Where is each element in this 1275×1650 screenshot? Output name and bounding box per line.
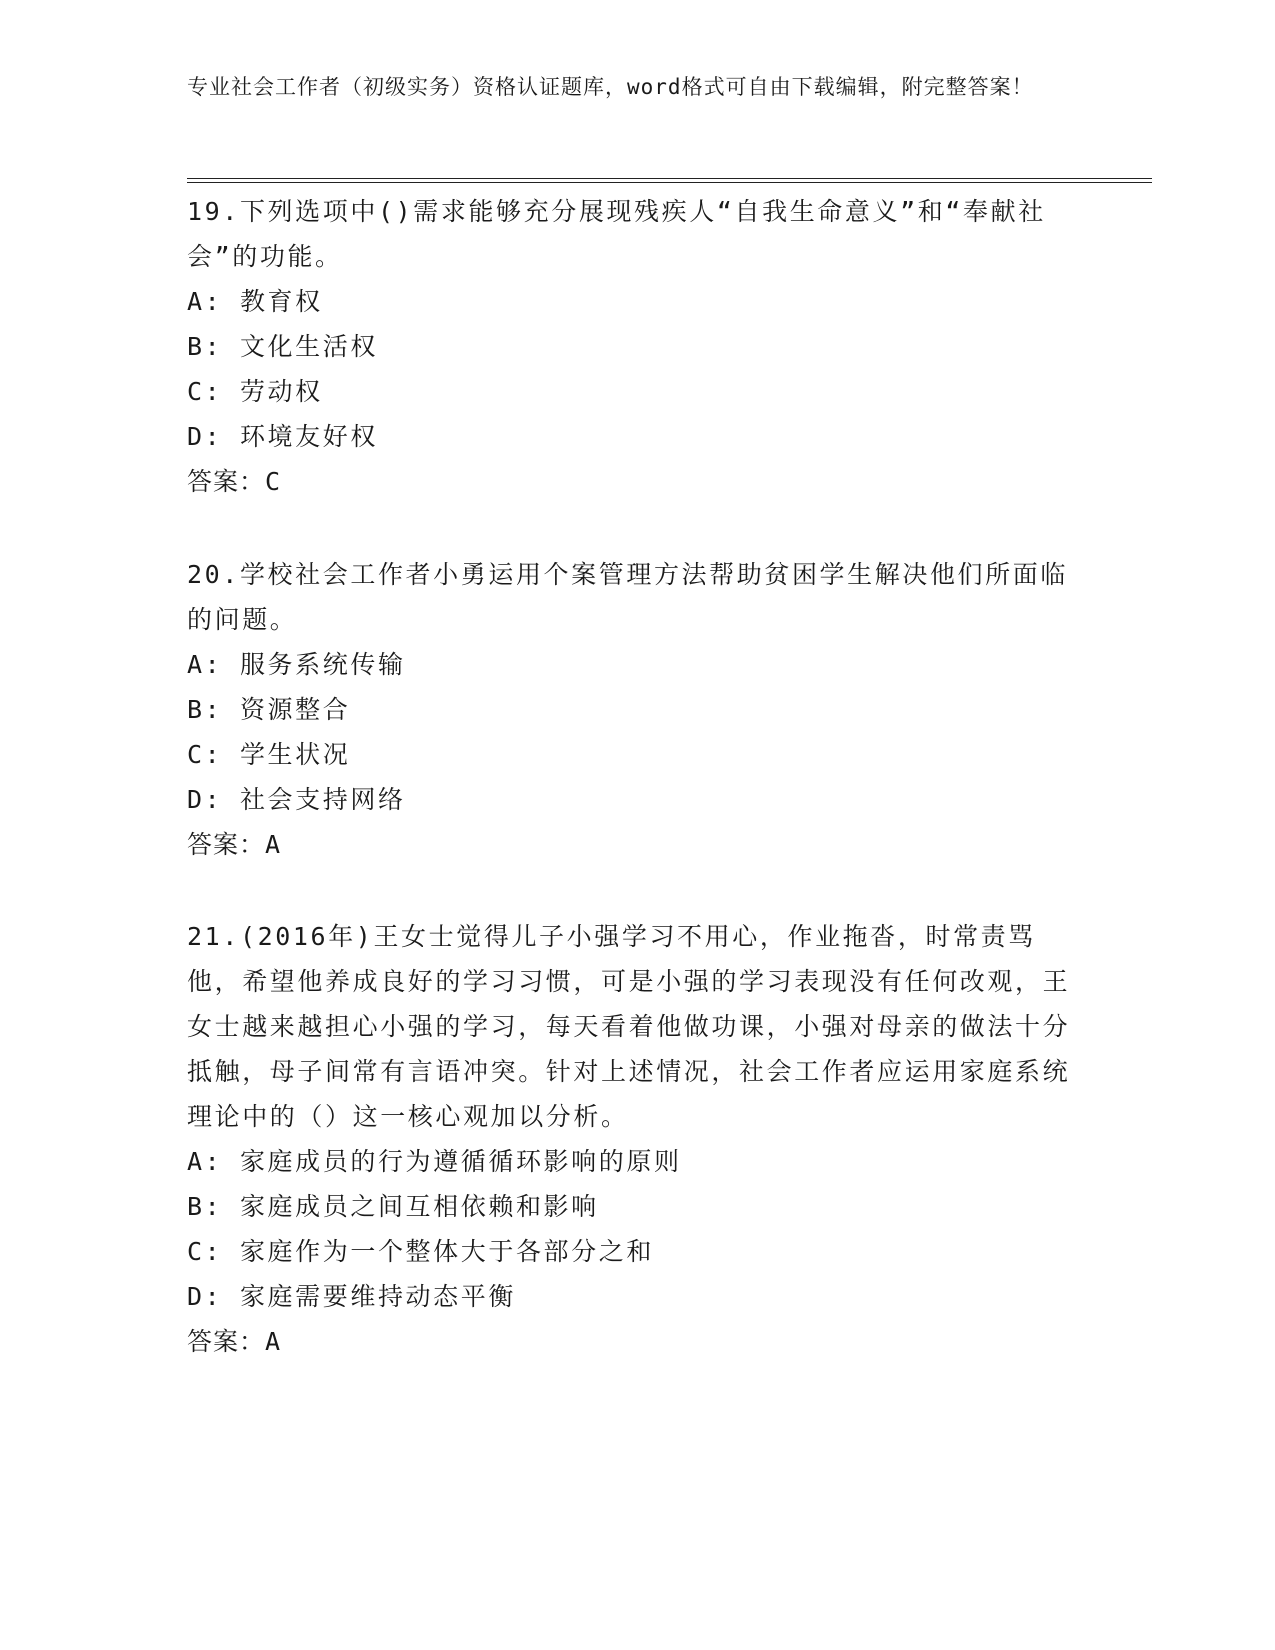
answer-label: 答案： <box>187 467 266 496</box>
question-20 <box>187 552 1087 868</box>
header-text: 专业社会工作者（初级实务）资格认证题库，word格式可自由下载编辑，附完整答案！ <box>187 75 1034 99</box>
option-c: C: 家庭作为一个整体大于各部分之和 <box>187 1237 654 1266</box>
answer-value: A <box>265 1327 282 1356</box>
option-c: C: 学生状况 <box>187 740 351 769</box>
answer-line <box>187 459 1087 505</box>
answer-value: C <box>265 467 282 496</box>
document-header <box>187 72 1067 103</box>
option-a: A: 服务系统传输 <box>187 650 406 679</box>
option-b: B: 家庭成员之间互相依赖和影响 <box>187 1192 599 1221</box>
answer-label: 答案： <box>187 1327 266 1356</box>
question-21 <box>187 914 1087 1365</box>
option-b: B: 文化生活权 <box>187 332 378 361</box>
option-d: D: 家庭需要维持动态平衡 <box>187 1282 516 1311</box>
answer-label: 答案： <box>187 830 266 859</box>
header-divider <box>187 178 1152 183</box>
question-19 <box>187 189 1087 505</box>
option-d: D: 环境友好权 <box>187 422 378 451</box>
question-stem: 21.(2016年)王女士觉得儿子小强学习不用心，作业拖沓，时常责骂他，希望他养成良好的学习习惯，可是小强的学习表现没有任何改观，王女士越来越担心小强的学习，每天看着他做功课，小强对母亲的做法十分抵触，母子间常有言语冲突。针对上述情况，社会工作者应运用家庭系统理论中的（）这一核心观加以分析。 <box>187 922 1071 1131</box>
option-a: A: 家庭成员的行为遵循循环影响的原则 <box>187 1147 682 1176</box>
answer-line <box>187 1319 1087 1365</box>
option-d: D: 社会支持网络 <box>187 785 406 814</box>
question-stem: 20.学校社会工作者小勇运用个案管理方法帮助贫困学生解决他们所面临的问题。 <box>187 560 1068 634</box>
option-a: A: 教育权 <box>187 287 323 316</box>
question-stem: 19.下列选项中()需求能够充分展现残疾人“自我生命意义”和“奉献社会”的功能。 <box>187 197 1046 271</box>
answer-value: A <box>265 830 282 859</box>
answer-line <box>187 822 1087 868</box>
option-c: C: 劳动权 <box>187 377 323 406</box>
option-b: B: 资源整合 <box>187 695 351 724</box>
